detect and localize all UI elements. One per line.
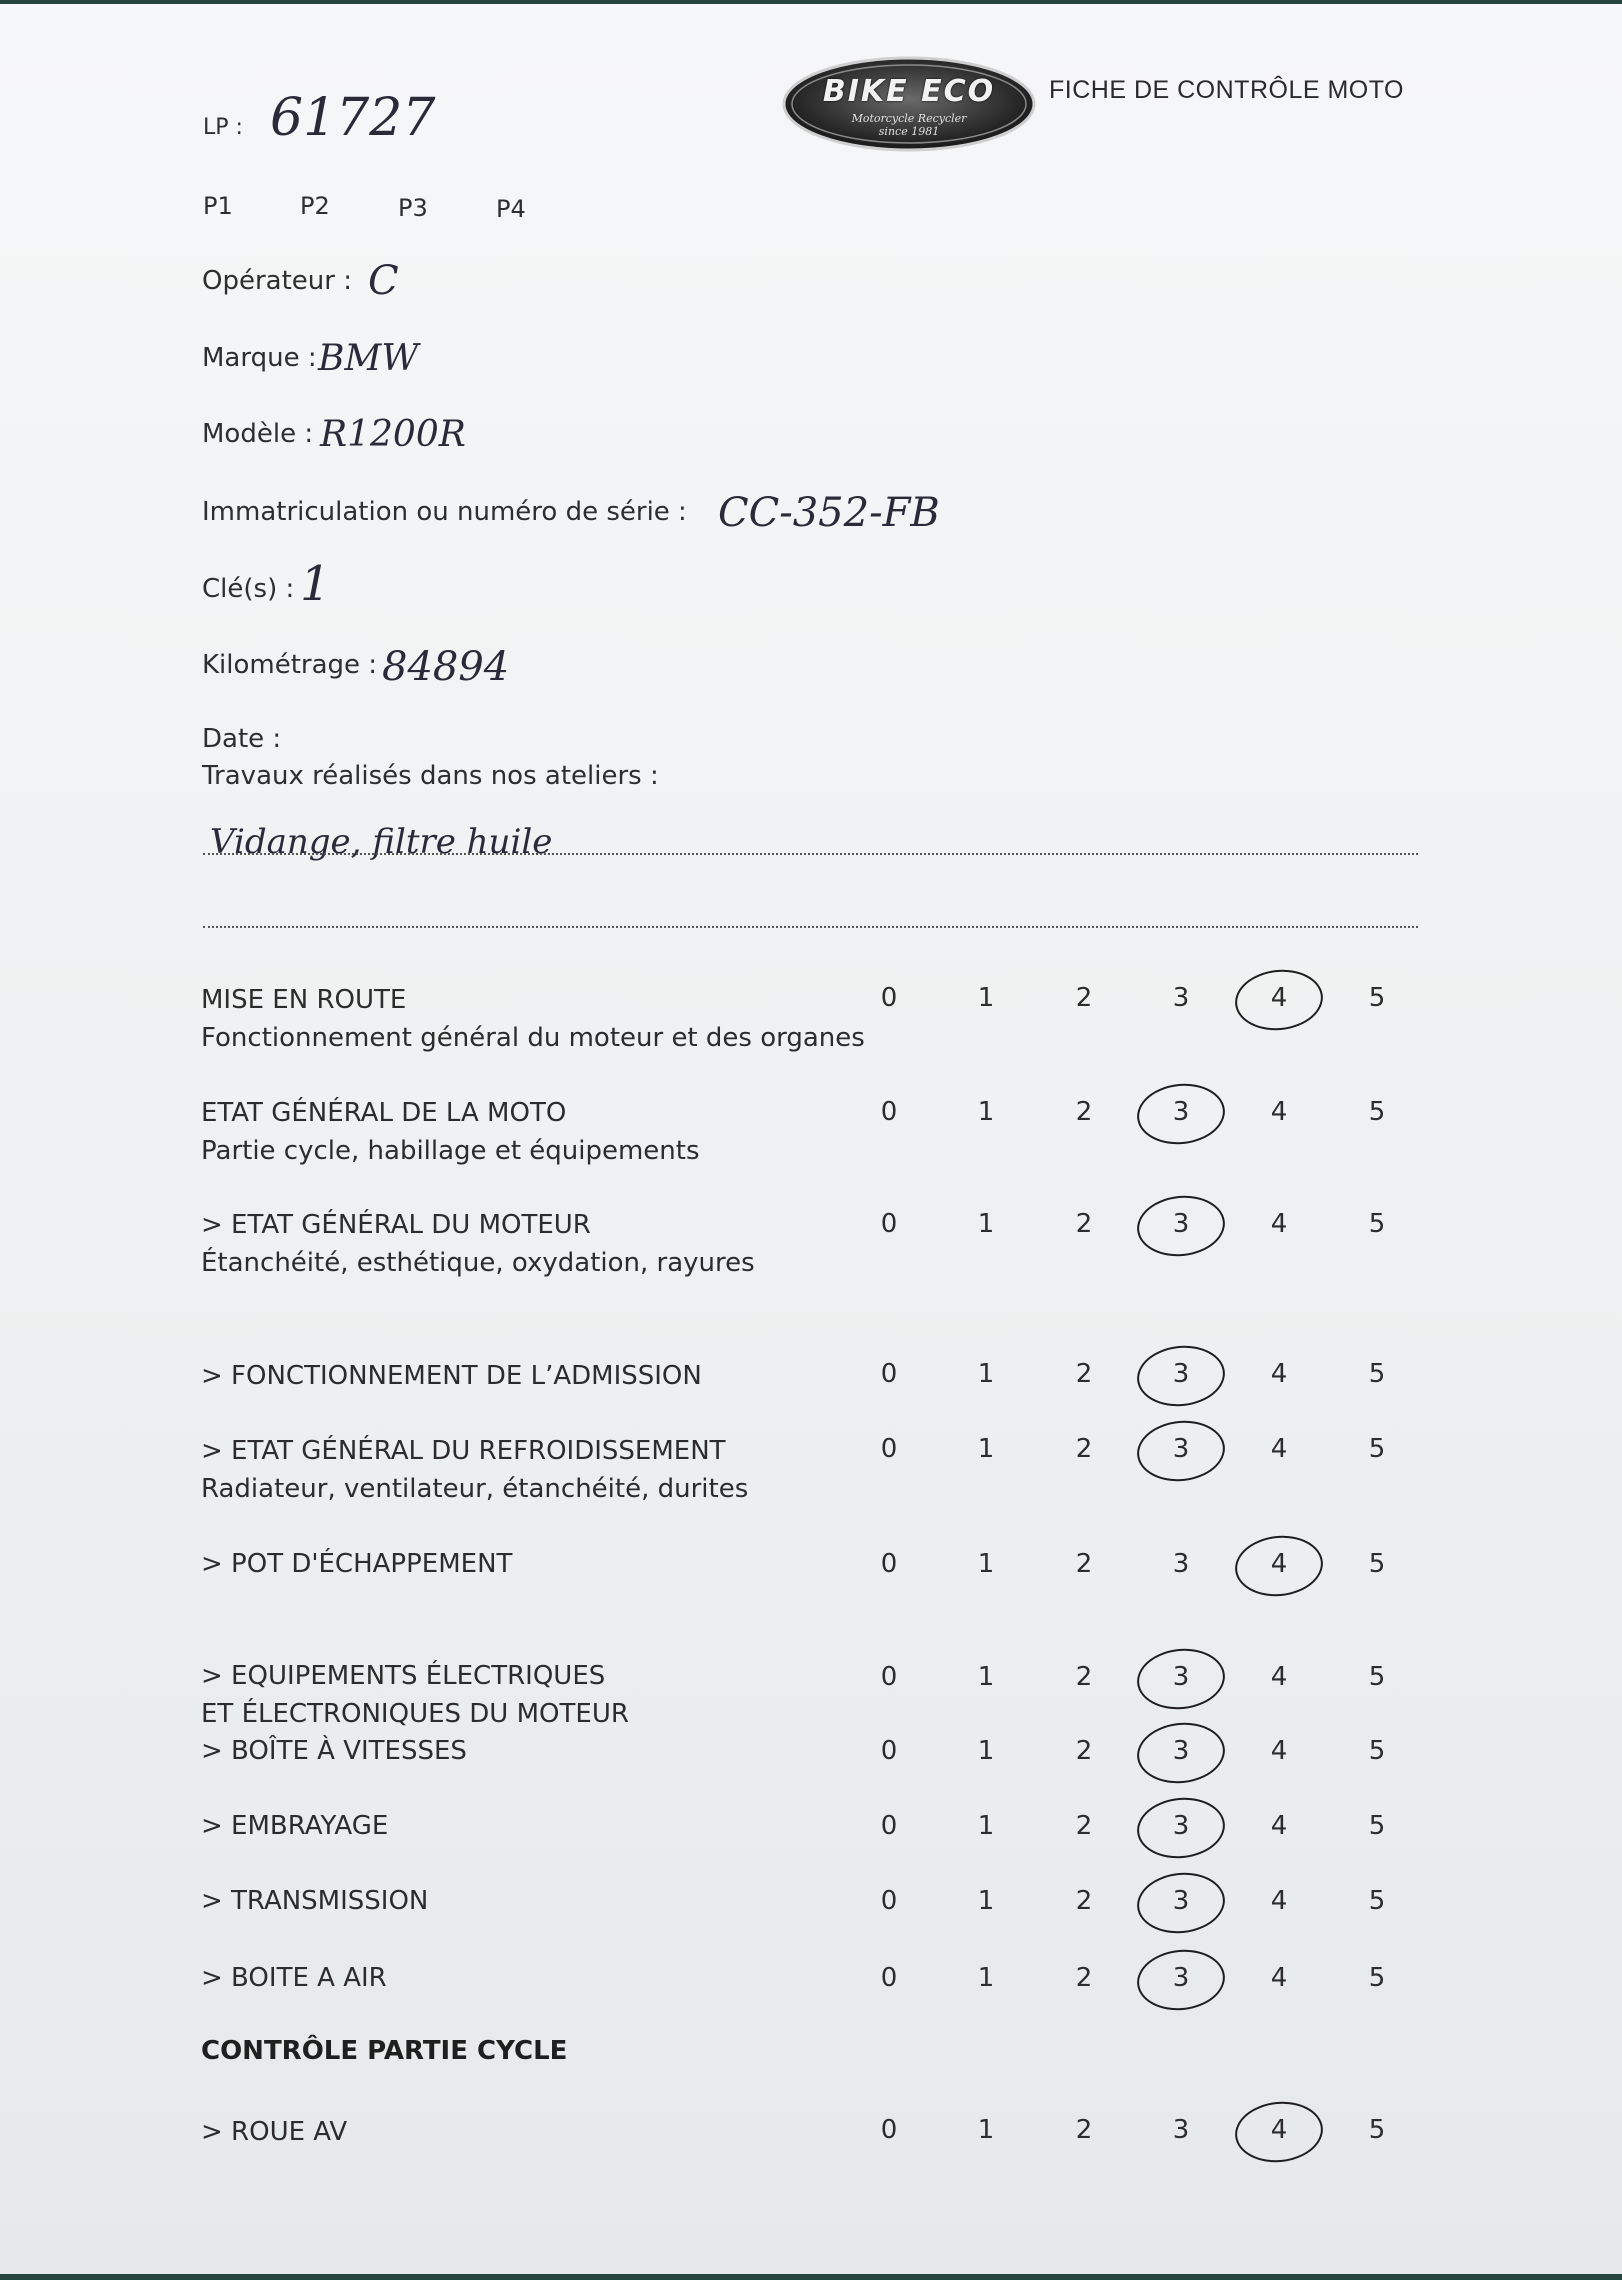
criterion-score-10-0[interactable]: 0: [880, 1963, 898, 1993]
criterion-score-2-4[interactable]: 4: [1270, 1209, 1288, 1239]
document-title: FICHE DE CONTRÔLE MOTO: [1049, 76, 1405, 104]
criterion-score-6-1[interactable]: 1: [977, 1662, 995, 1692]
cycle-criterion-score-0-3[interactable]: 3: [1172, 2115, 1190, 2145]
criterion-score-0-3[interactable]: 3: [1172, 983, 1190, 1013]
model-label: Modèle :: [202, 419, 314, 449]
keys-value: 1: [300, 556, 331, 612]
lp-label: LP :: [203, 115, 243, 140]
criterion-score-4-0[interactable]: 0: [880, 1434, 898, 1464]
criterion-score-5-0[interactable]: 0: [880, 1549, 898, 1579]
criterion-score-7-0[interactable]: 0: [880, 1736, 898, 1766]
criterion-score-9-4[interactable]: 4: [1270, 1886, 1288, 1916]
model-value: R1200R: [320, 414, 466, 455]
criterion-selected-circle-10: [1134, 1946, 1228, 2015]
criterion-score-0-0[interactable]: 0: [880, 983, 898, 1013]
criterion-score-10-2[interactable]: 2: [1075, 1963, 1093, 1993]
registration-label: Immatriculation ou numéro de série :: [202, 497, 687, 527]
criterion-score-10-1[interactable]: 1: [977, 1963, 995, 1993]
criterion-title-1: ETAT GÉNÉRAL DE LA MOTO: [201, 1098, 567, 1128]
criterion-score-2-3[interactable]: 3: [1172, 1209, 1190, 1239]
criterion-score-9-3[interactable]: 3: [1172, 1886, 1190, 1916]
criterion-score-8-1[interactable]: 1: [977, 1811, 995, 1841]
criterion-title-2: > ETAT GÉNÉRAL DU MOTEUR: [201, 1210, 591, 1240]
criterion-score-2-1[interactable]: 1: [977, 1209, 995, 1239]
criterion-score-9-0[interactable]: 0: [880, 1886, 898, 1916]
criterion-score-7-2[interactable]: 2: [1075, 1736, 1093, 1766]
criterion-score-1-2[interactable]: 2: [1075, 1097, 1093, 1127]
cycle-criterion-title-0: > ROUE AV: [201, 2117, 348, 2147]
criterion-title-6: > EQUIPEMENTS ÉLECTRIQUES: [201, 1661, 606, 1691]
mileage-value: 84894: [382, 644, 510, 690]
cycle-criterion-score-0-1[interactable]: 1: [977, 2115, 995, 2145]
criterion-subtitle-2: Étanchéité, esthétique, oxydation, rayures: [201, 1248, 755, 1278]
criterion-score-6-0[interactable]: 0: [880, 1662, 898, 1692]
position-p4: P4: [496, 195, 526, 223]
criterion-score-7-5[interactable]: 5: [1368, 1736, 1386, 1766]
works-line-1: [203, 853, 1418, 855]
mileage-label: Kilométrage :: [202, 650, 378, 680]
criterion-score-4-4[interactable]: 4: [1270, 1434, 1288, 1464]
criterion-score-1-1[interactable]: 1: [977, 1097, 995, 1127]
criterion-score-5-3[interactable]: 3: [1172, 1549, 1190, 1579]
criterion-subtitle-4: Radiateur, ventilateur, étanchéité, durites: [201, 1474, 749, 1504]
operator-label: Opérateur :: [202, 266, 352, 296]
top-edge: [0, 0, 1622, 4]
criterion-title-5: > POT D'ÉCHAPPEMENT: [201, 1549, 513, 1579]
criterion-title-7: > BOÎTE À VITESSES: [201, 1736, 467, 1766]
criterion-score-8-2[interactable]: 2: [1075, 1811, 1093, 1841]
criterion-selected-circle-9: [1134, 1869, 1228, 1938]
criterion-score-0-5[interactable]: 5: [1368, 983, 1386, 1013]
lp-value: 61727: [270, 88, 436, 148]
section-heading-partie-cycle: CONTRÔLE PARTIE CYCLE: [201, 2036, 568, 2066]
criterion-title-8: > EMBRAYAGE: [201, 1811, 389, 1841]
criterion-title-3: > FONCTIONNEMENT DE L’ADMISSION: [201, 1361, 702, 1391]
criterion-score-2-2[interactable]: 2: [1075, 1209, 1093, 1239]
works-line-2: [203, 926, 1418, 928]
registration-value: CC-352-FB: [718, 490, 940, 536]
criterion-score-7-3[interactable]: 3: [1172, 1736, 1190, 1766]
criterion-score-9-5[interactable]: 5: [1368, 1886, 1386, 1916]
logo-subtitle: [782, 112, 1036, 138]
criterion-selected-circle-7: [1134, 1719, 1228, 1788]
criterion-score-6-2[interactable]: 2: [1075, 1662, 1093, 1692]
criterion-score-8-5[interactable]: 5: [1368, 1811, 1386, 1841]
logo-title: BIKE ECO: [822, 74, 996, 109]
brand-label: Marque :: [202, 343, 317, 373]
criterion-title-10: > BOITE A AIR: [201, 1963, 387, 1993]
criterion-score-4-2[interactable]: 2: [1075, 1434, 1093, 1464]
criterion-score-1-3[interactable]: 3: [1172, 1097, 1190, 1127]
works-value: Vidange, filtre huile: [210, 822, 553, 862]
criterion-score-6-5[interactable]: 5: [1368, 1662, 1386, 1692]
criterion-score-1-5[interactable]: 5: [1368, 1097, 1386, 1127]
bike-eco-logo: [782, 56, 1036, 152]
works-label: Travaux réalisés dans nos ateliers :: [202, 761, 659, 791]
logo-subtitle-line2: since 1981: [878, 125, 940, 138]
criterion-score-0-1[interactable]: 1: [977, 983, 995, 1013]
criterion-score-10-3[interactable]: 3: [1172, 1963, 1190, 1993]
criterion-score-0-2[interactable]: 2: [1075, 983, 1093, 1013]
criterion-score-4-1[interactable]: 1: [977, 1434, 995, 1464]
criterion-selected-circle-4: [1134, 1417, 1228, 1486]
criterion-selected-circle-2: [1134, 1192, 1228, 1261]
position-p1: P1: [203, 192, 233, 220]
criterion-selected-circle-3: [1134, 1342, 1228, 1411]
cycle-criterion-score-0-0[interactable]: 0: [880, 2115, 898, 2145]
date-label: Date :: [202, 724, 282, 754]
cycle-criterion-score-0-5[interactable]: 5: [1368, 2115, 1386, 2145]
brand-value: BMW: [318, 338, 419, 379]
criterion-title-4: > ETAT GÉNÉRAL DU REFROIDISSEMENT: [201, 1436, 726, 1466]
criterion-title-0: MISE EN ROUTE: [201, 985, 407, 1015]
criterion-score-3-4[interactable]: 4: [1270, 1359, 1288, 1389]
criterion-score-3-3[interactable]: 3: [1172, 1359, 1190, 1389]
criterion-score-8-0[interactable]: 0: [880, 1811, 898, 1841]
criterion-score-5-1[interactable]: 1: [977, 1549, 995, 1579]
criterion-selected-circle-1: [1134, 1080, 1228, 1149]
criterion-score-4-3[interactable]: 3: [1172, 1434, 1190, 1464]
criterion-score-8-3[interactable]: 3: [1172, 1811, 1190, 1841]
criterion-score-7-1[interactable]: 1: [977, 1736, 995, 1766]
criterion-score-9-1[interactable]: 1: [977, 1886, 995, 1916]
criterion-score-8-4[interactable]: 4: [1270, 1811, 1288, 1841]
criterion-score-6-4[interactable]: 4: [1270, 1662, 1288, 1692]
criterion-score-1-4[interactable]: 4: [1270, 1097, 1288, 1127]
criterion-score-6-3[interactable]: 3: [1172, 1662, 1190, 1692]
operator-value: C: [368, 258, 399, 304]
logo-subtitle-line1: Motorcycle Recycler: [851, 112, 967, 125]
criterion-score-10-5[interactable]: 5: [1368, 1963, 1386, 1993]
criterion-subtitle-6: ET ÉLECTRONIQUES DU MOTEUR: [201, 1699, 629, 1729]
position-p2: P2: [300, 192, 330, 220]
criterion-score-2-5[interactable]: 5: [1368, 1209, 1386, 1239]
criterion-score-0-4[interactable]: 4: [1270, 983, 1288, 1013]
criterion-score-9-2[interactable]: 2: [1075, 1886, 1093, 1916]
criterion-selected-circle-8: [1134, 1794, 1228, 1863]
criterion-score-3-1[interactable]: 1: [977, 1359, 995, 1389]
criterion-score-5-4[interactable]: 4: [1270, 1549, 1288, 1579]
criterion-score-4-5[interactable]: 5: [1368, 1434, 1386, 1464]
criterion-score-10-4[interactable]: 4: [1270, 1963, 1288, 1993]
cycle-criterion-selected-circle-0: [1232, 2098, 1326, 2167]
criterion-title-9: > TRANSMISSION: [201, 1886, 429, 1916]
criterion-score-3-0[interactable]: 0: [880, 1359, 898, 1389]
criterion-score-3-2[interactable]: 2: [1075, 1359, 1093, 1389]
criterion-subtitle-1: Partie cycle, habillage et équipements: [201, 1136, 700, 1166]
cycle-criterion-score-0-4[interactable]: 4: [1270, 2115, 1288, 2145]
criterion-score-1-0[interactable]: 0: [880, 1097, 898, 1127]
cycle-criterion-score-0-2[interactable]: 2: [1075, 2115, 1093, 2145]
keys-label: Clé(s) :: [202, 574, 295, 604]
criterion-selected-circle-6: [1134, 1645, 1228, 1714]
position-p3: P3: [398, 194, 428, 222]
criterion-subtitle-0: Fonctionnement général du moteur et des organes: [201, 1023, 865, 1053]
criterion-score-3-5[interactable]: 5: [1368, 1359, 1386, 1389]
criterion-score-2-0[interactable]: 0: [880, 1209, 898, 1239]
criterion-score-7-4[interactable]: 4: [1270, 1736, 1288, 1766]
bottom-edge: [0, 2274, 1622, 2280]
criterion-score-5-2[interactable]: 2: [1075, 1549, 1093, 1579]
criterion-selected-circle-5: [1232, 1532, 1326, 1601]
criterion-score-5-5[interactable]: 5: [1368, 1549, 1386, 1579]
criterion-selected-circle-0: [1232, 966, 1326, 1035]
